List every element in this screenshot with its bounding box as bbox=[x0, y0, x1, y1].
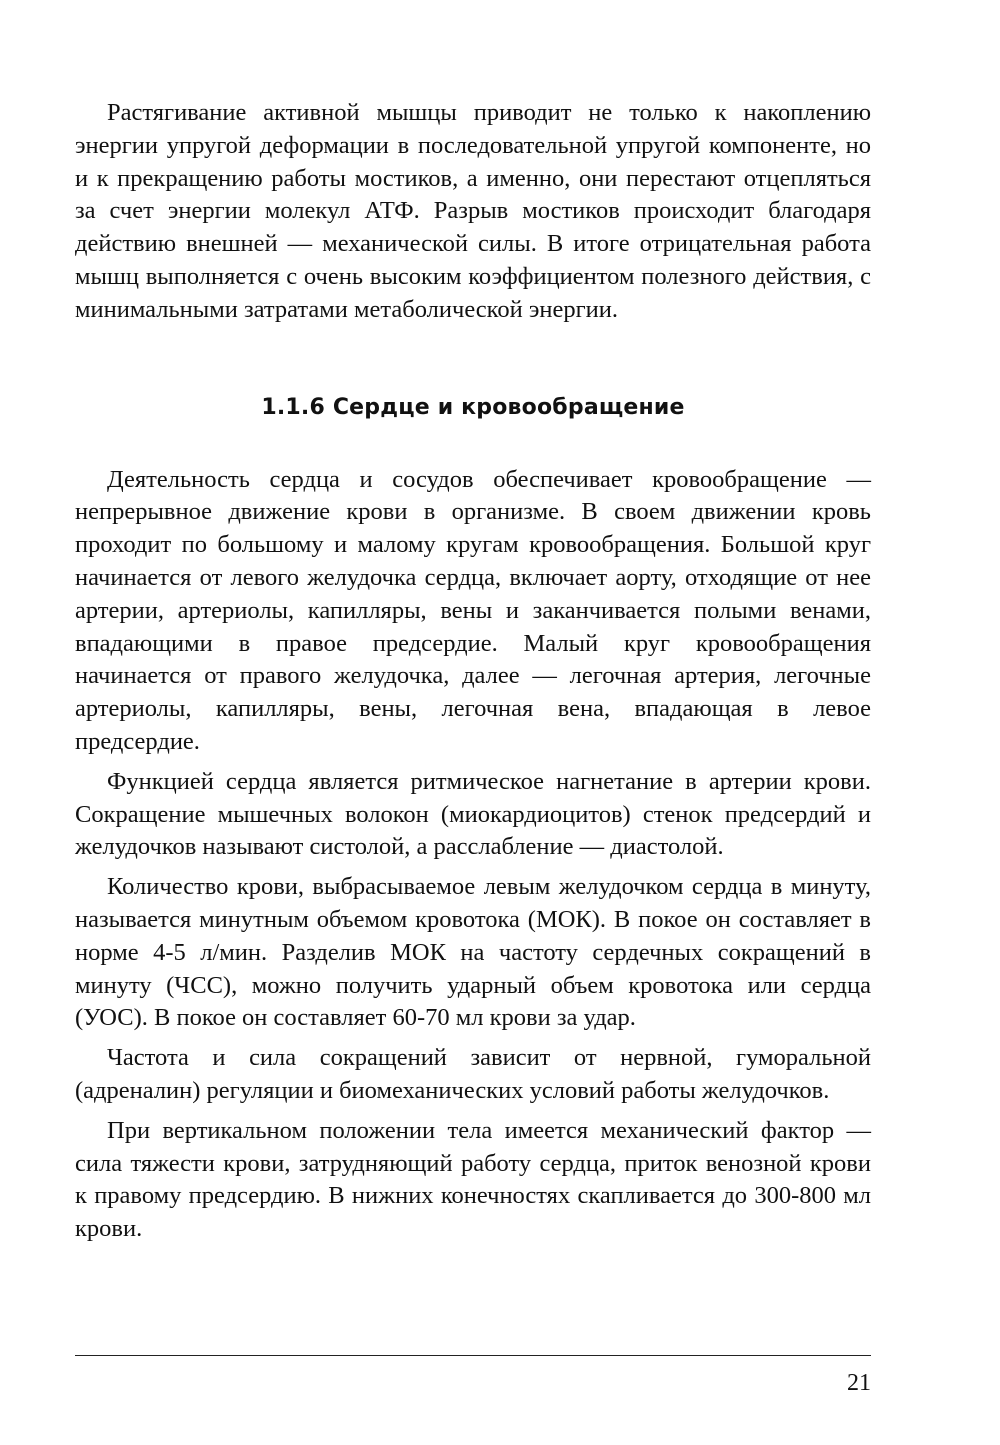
page-content bbox=[75, 97, 871, 1246]
footer-divider bbox=[75, 1355, 871, 1356]
paragraph-circulation: Деятельность сердца и сосудов обеспечивает кровообращение — непрерывное движение крови в организме. В своем движении кровь проходит по большому и малому кругам кровообращения. Большой круг начинается от левого желудочка сердца, включает аорту, отходящие от нее артерии, артериолы, капилляры, вены и заканчивается полыми венами, впадающими в правое предсердие. Малый круг кровообращения начинается от правого желудочка, далее — легочная артерия, легочные артериолы, капилляры, вены, легочная вена, впадающая в левое предсердие. bbox=[75, 465, 871, 755]
intro-paragraph: Растягивание активной мышцы приводит не только к накоплению энергии упругой деформации в последовательной упругой компоненте, но и к прекращению работы мостиков, а именно, они перестают отцепляться за счет энергии молекул АТФ. Разрыв мостиков происходит благодаря действию внешней — механической силы. В итоге отрицательная работа мышц выполняется с очень высоким коэффициентом полезного действия, с минимальными затратами метаболической энергии. bbox=[75, 99, 871, 323]
section-heading: 1.1.6 Сердце и кровообращение bbox=[261, 394, 685, 420]
paragraph-minute-volume: Количество крови, выбрасываемое левым желудочком сердца в минуту, называется минутным объемом кровотока (МОК). В покое он составляет в норме 4-5 л/мин. Разделив МОК на частоту сердечных сокращений в минуту (ЧСС), можно получить ударный объем кровотока или сердца (УОС). В покое он составляет 60-70 мл крови за удар. bbox=[75, 873, 871, 1032]
page-number: 21 bbox=[847, 1370, 871, 1396]
paragraph-heart-function: Функцией сердца является ритмическое нагнетание в артерии крови. Сокращение мышечных волокон (миокардиоцитов) стенок предсердий и желудочков называют систолой, а расслабление — диастолой. bbox=[75, 767, 871, 861]
paragraph-regulation: Частота и сила сокращений зависит от нервной, гуморальной (адреналин) регуляции и биомеханических условий работы желудочков. bbox=[75, 1044, 871, 1104]
paragraph-vertical-position: При вертикальном положении тела имеется механический фактор — сила тяжести крови, затрудняющий работу сердца, приток венозной крови к правому предсердию. В нижних конечностях скапливается до 300-800 мл крови. bbox=[75, 1116, 871, 1243]
